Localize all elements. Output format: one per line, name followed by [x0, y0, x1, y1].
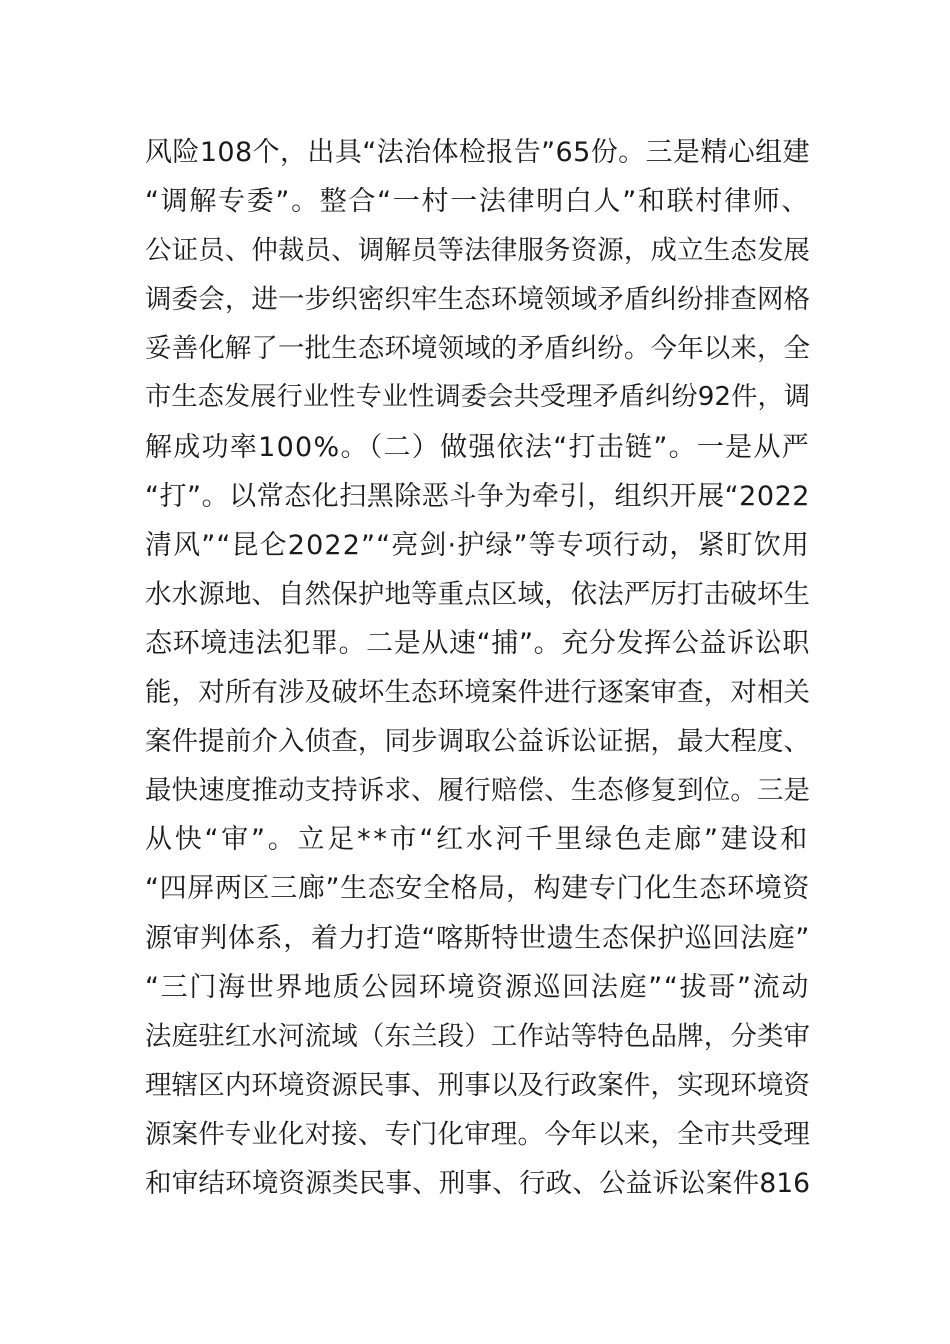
text-line: 法庭驻红水河流域（东兰段）工作站等特色品牌，分类审 [145, 1020, 810, 1052]
text-line: 理辖区内环境资源民事、刑事以及行政案件，实现环境资 [145, 1069, 810, 1101]
text-line: 公证员、仲裁员、调解员等法律服务资源，成立生态发展 [145, 235, 810, 267]
text-line: 源审判体系，着力打造“喀斯特世遗生态保护巡回法庭” [145, 922, 810, 954]
body-text [145, 128, 810, 1208]
text-line: 解成功率100%。（二）做强依法“打击链”。一是从严 [145, 431, 810, 463]
text-line: 能，对所有涉及破坏生态环境案件进行逐案审查，对相关 [145, 677, 810, 709]
text-line: 最快速度推动支持诉求、履行赔偿、生态修复到位。三是 [145, 775, 810, 807]
text-line: 妥善化解了一批生态环境领域的矛盾纠纷。今年以来，全 [145, 333, 810, 365]
text-line: “三门海世界地质公园环境资源巡回法庭”“拔哥”流动 [145, 971, 810, 1003]
text-line: 态环境违法犯罪。二是从速“捕”。充分发挥公益诉讼职 [145, 627, 810, 659]
text-line: 案件提前介入侦查，同步调取公益诉讼证据，最大程度、 [145, 726, 810, 758]
text-line: 清风”“昆仑2022”“亮剑·护绿”等专项行动，紧盯饮用 [145, 529, 810, 561]
text-line: 源案件专业化对接、专门化审理。今年以来，全市共受理 [145, 1118, 810, 1150]
text-line: 调委会，进一步织密织牢生态环境领域矛盾纠纷排查网格 [145, 284, 810, 316]
text-line: “四屏两区三廊”生态安全格局，构建专门化生态环境资 [145, 873, 810, 905]
text-line: 市生态发展行业性专业性调委会共受理矛盾纠纷92件，调 [145, 382, 810, 413]
text-line: “调解专委”。整合“一村一法律明白人”和联村律师、 [145, 186, 810, 218]
text-line: “打”。以常态化扫黑除恶斗争为牵引，组织开展“2022 [145, 480, 810, 512]
text-line: 水水源地、自然保护地等重点区域，依法严厉打击破坏生 [145, 578, 810, 610]
text-line: 风险108个，出具“法治体检报告”65份。三是精心组建 [145, 137, 810, 168]
text-line: 和审结环境资源类民事、刑事、行政、公益诉讼案件816 [145, 1167, 810, 1199]
text-line: 从快“审”。立足**市“红水河千里绿色走廊”建设和 [145, 824, 810, 856]
